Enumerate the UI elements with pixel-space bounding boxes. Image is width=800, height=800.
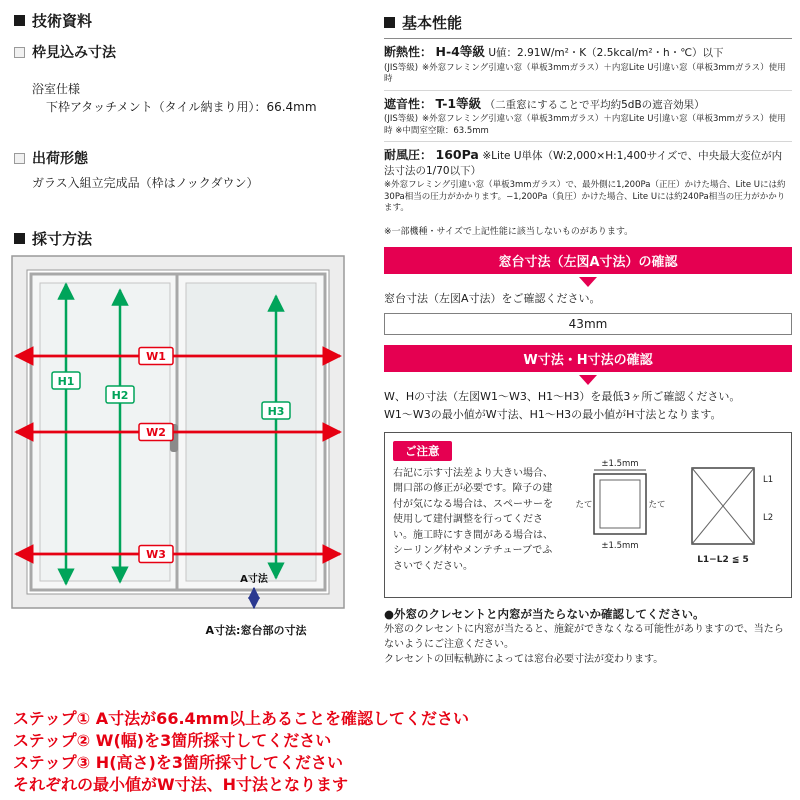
h3-label — [262, 402, 290, 419]
caution-text: 右記に示す寸法差より大きい場合、開口部の修正が必要です。障子の建付が気になる場合は、スペーサーを使用して建付調整を行ってください。施工時にすき間がある場合は、シーリング材やメンテチューブでふさいでください。 — [393, 467, 553, 572]
tolerance-bottom-label: ±1.5mm — [601, 540, 639, 551]
diagonal-l2-label: L2 — [763, 512, 774, 523]
black-square-bullet-icon — [14, 15, 25, 26]
perf-row-sound — [384, 91, 792, 143]
perf-row-insulation — [384, 39, 792, 91]
svg-text:W3: W3 — [146, 548, 166, 561]
heading-frame-depth — [14, 42, 116, 62]
step-1: ステップ① A寸法が66.4mm以上あることを確認してください — [13, 709, 470, 728]
right-column — [384, 12, 792, 667]
h1-label — [52, 372, 80, 389]
down-triangle-icon — [579, 277, 597, 287]
w3-label — [139, 546, 173, 563]
perf-desc: U値：2.91W/m²・K（2.5kcal/m²・h・℃）以下 — [488, 47, 724, 59]
perf-sub: (JIS等級) — [384, 114, 419, 125]
heading-technical-docs-label: 技術資料 — [32, 12, 93, 30]
crescent-title: ●外窓のクレセントと内窓が当たらないか確認してください。 — [384, 606, 705, 621]
wh-check-body1: W、Hの寸法（左図W1〜W3、H1〜H3）を最低3ヶ所ご確認ください。 — [384, 389, 741, 403]
svg-text:H2: H2 — [111, 389, 129, 402]
svg-text:H1: H1 — [57, 375, 75, 388]
perf-note: ※外窓フレミング引違い窓（単板3mmガラス）＋内窓Lite U引違い窓（単板3mmガラス）使用時 — [384, 62, 786, 85]
heading-measuring-method — [14, 228, 92, 249]
tolerance-left-label: たて — [575, 499, 593, 510]
perf-desc: ※Lite U単体（W:2,000×H:1,400サイズで、中央最大変位が内法寸法の1/70以下） — [384, 150, 783, 177]
wh-check-body2: W1〜W3の最小値がW寸法、H1〜H3の最小値がH寸法となります。 — [384, 407, 722, 421]
caution-diagrams — [569, 440, 783, 590]
perf-label: 断熱性： — [384, 45, 433, 59]
caution-left — [393, 440, 561, 590]
step-3: ステップ③ H(高さ)を3箇所採寸してください — [13, 753, 343, 772]
perf-desc: （二重窓にすることで平均約5dBの遮音効果） — [484, 98, 705, 111]
caution-label: ご注意 — [393, 441, 452, 461]
heading-measuring-method-label: 採寸方法 — [32, 230, 93, 248]
outline-square-bullet-icon — [14, 47, 25, 58]
w2-label — [139, 424, 173, 441]
perf-label: 遮音性： — [384, 96, 433, 111]
diagonal-formula: L1−L2 ≦ 5 — [697, 554, 749, 565]
heading-shipping-form-label: 出荷形態 — [32, 151, 88, 167]
black-square-bullet-icon — [384, 17, 395, 28]
h2-label — [106, 386, 134, 403]
caution-box — [384, 432, 792, 598]
sill-check-body: 窓台寸法（左図A寸法）をご確認ください。 — [384, 291, 601, 305]
heading-frame-depth-label: 枠見込み寸法 — [32, 45, 116, 61]
perf-note: ※外窓フレミング引違い窓（単板3mmガラス）＋内窓Lite U引違い窓（単板3mmガラス）使用時 ※中間室空隙：63.5mm — [384, 114, 786, 136]
performance-footnote: ※一部機種・サイズで上記性能に該当しないものがあります。 — [384, 226, 634, 237]
heading-shipping-form — [14, 148, 88, 168]
perf-note: ※外窓フレミング引違い窓（単板3mmガラス）で、最外側に1,200Pa（正圧）かけた場合、Lite Uには約30Pa相当の圧力がかかります。−1,200Pa（負圧）かけた場合、Lite Uには約240Pa相当の圧力がかかります。 — [384, 180, 786, 214]
steps-section — [13, 708, 793, 796]
tolerance-top-label: ±1.5mm — [601, 458, 639, 469]
tolerance-diagram — [570, 440, 782, 590]
black-square-bullet-icon — [14, 233, 25, 244]
banner-sill-check: 窓台寸法（左図A寸法）の確認 — [384, 247, 792, 274]
crescent-line1: 外窓のクレセントに内窓が当たると、施錠ができなくなる可能性がありますので、当たらないようにご注意ください。 — [384, 623, 784, 650]
w1-label — [139, 348, 173, 365]
crescent-line2: クレセントの回転軌跡によっては窓台必要寸法が変わります。 — [384, 653, 664, 665]
a-dimension-caption: A寸法:窓台部の寸法 — [205, 624, 307, 637]
a-dimension-label: A寸法 — [240, 574, 268, 585]
banner-wh-check: W寸法・H寸法の確認 — [384, 345, 792, 372]
perf-row-wind — [384, 142, 792, 219]
sill-dimension-value: 43mm — [384, 313, 792, 335]
diagonal-l1-label: L1 — [763, 474, 774, 485]
perf-grade: T-1等級 — [435, 95, 482, 111]
shipping-form-line1: ガラス入組立完成品（枠はノックダウン） — [32, 176, 259, 190]
down-triangle-icon — [579, 375, 597, 385]
outline-square-bullet-icon — [14, 153, 25, 164]
window-measurement-diagram — [8, 252, 364, 644]
svg-text:H3: H3 — [267, 405, 285, 418]
perf-label: 耐風圧： — [384, 148, 433, 163]
perf-sub: (JIS等級) — [384, 62, 419, 73]
heading-basic-performance — [384, 12, 792, 39]
crescent-section — [384, 606, 792, 667]
heading-technical-docs — [14, 10, 92, 31]
svg-text:W2: W2 — [146, 426, 166, 439]
step-2: ステップ② W(幅)を3箇所採寸してください — [13, 731, 332, 750]
frame-depth-line2: 下枠アタッチメント（タイル納まり用）：66.4mm — [46, 100, 317, 114]
heading-basic-performance-label: 基本性能 — [402, 14, 463, 32]
tolerance-right-label: たて — [648, 499, 666, 510]
svg-text:W1: W1 — [146, 350, 166, 363]
frame-depth-line1: 浴室仕様 — [32, 82, 81, 96]
perf-grade: 160Pa — [435, 147, 479, 163]
step-summary: それぞれの最小値がW寸法、H寸法となります — [13, 775, 349, 794]
perf-grade: H-4等級 — [435, 44, 485, 59]
